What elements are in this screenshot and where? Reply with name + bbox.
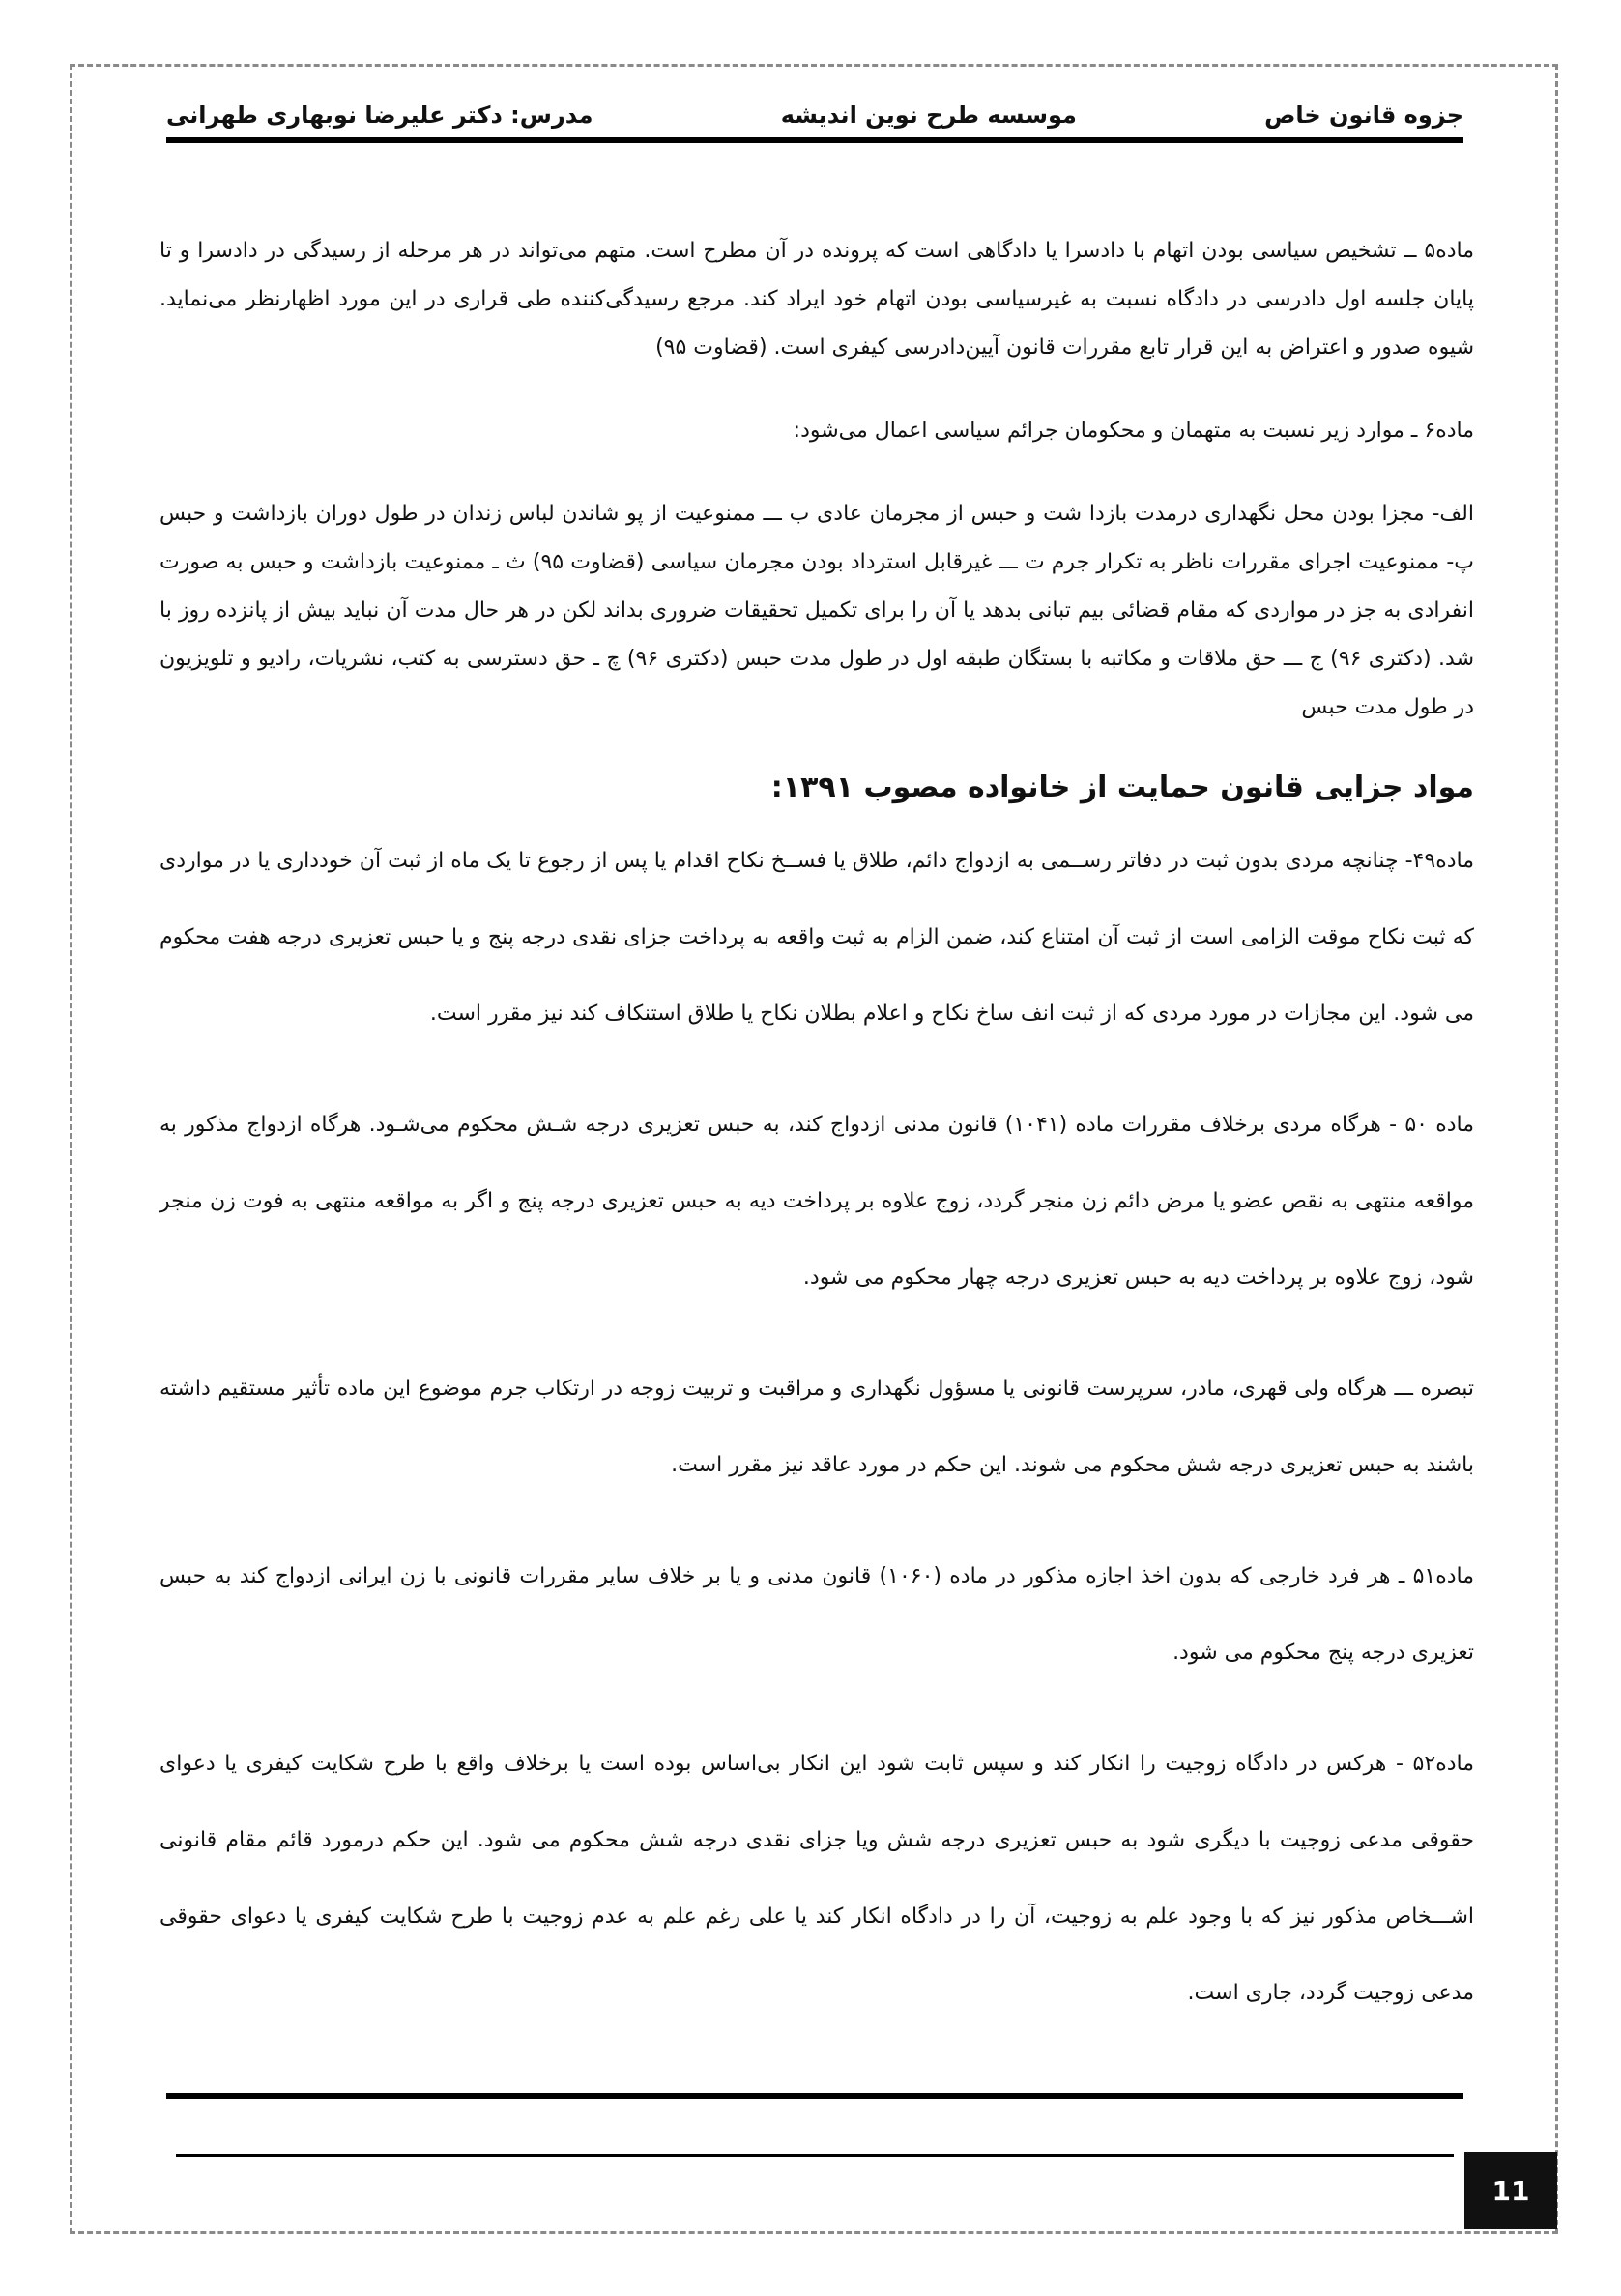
- article-49-paragraph: ماده۴۹- چنانچه مردی بدون ثبت در دفاتر رســمی به ازدواج دائم، طلاق یا فســخ نکاح اقدام یا پس از رجوع تا یک ماه از ثبت آن خودداری یا در مواردی که ثبت نکاح موقت الزامی است از ثبت آن امتناع کند، ضمن الزام به ثبت واقعه به پرداخت جزای نقدی درجه پنج و یا حبس تعزیری درجه هفت محکوم می شود. این مجازات در مورد مردی که از ثبت انف ساخ نکاح و اعلام بطلان نکاح یا طلاق استنکاف کند نیز مقرر است.: [159, 849, 1474, 1026]
- article-5-paragraph: ماده۵ ــ تشخیص سیاسی بودن اتهام با دادسرا یا دادگاهی است که پرونده در آن مطرح است. متهم می‌تواند در هر مرحله از رسیدگی در دادسرا و تا پایان جلسه اول دادرسی در دادگاه نسبت به غیرسیاسی بودن اتهام خود ایراد کند. مرجع رسیدگی‌کننده طی قراری در این مورد اظهارنظر می‌نماید. شیوه صدور و اعتراض به این قرار تابع مقررات قانون آیین‌دادرسی کیفری است. (قضاوت ۹۵): [159, 239, 1474, 360]
- section-heading: مواد جزایی قانون حمایت از خانواده مصوب ۱۳۹۱:: [770, 770, 1474, 804]
- footer-divider: [166, 2093, 1463, 2099]
- article-6-items-paragraph: الف- مجزا بودن محل نگهداری درمدت بازدا شت و حبس از مجرمان عادی ب ـــ ممنوعیت از پو شاندن لباس زندان در طول دوران بازداشت و حبس پ- ممنوعیت اجرای مقررات ناظر به تکرار جرم ت ـــ غیرقابل استرداد بودن مجرمان سیاسی (قضاوت ۹۵) ث ـ ممنوعیت بازداشت و حبس به صورت انفرادی به جز در مواردی که مقام قضائی بیم تبانی بدهد یا آن را برای تکمیل تحقیقات ضروری بداند لکن در هر حال مدت آن نباید بیش از پانزده روز با شد. (دکتری ۹۶) ج ـــ حق ملاقات و مکاتبه با بستگان طبقه اول در طول مدت حبس (دکتری ۹۶) چ ـ حق دسترسی به کتب، نشریات، رادیو و تلویزیون در طول مدت حبس: [159, 502, 1475, 719]
- document-body: [159, 227, 1474, 2066]
- article-52-paragraph: ماده۵۲ - هرکس در دادگاه زوجیت را انکار کند و سپس ثابت شود این انکار بی‌اساس بوده است یا برخلاف واقع با طرح شکایت کیفری یا دعوای حقوقی مدعی زوجیت با دیگری شود به حبس تعزیری درجه شش ویا جزای نقدی درجه شش محکوم می شود. این حکم درمورد قائم مقام قانونی اشـــخاص مذکور نیز که با وجود علم به زوجیت، آن را در دادگاه انکار کند یا علی رغم علم به عدم زوجیت با طرح شکایت کیفری یا دعوای حقوقی مدعی زوجیت گردد، جاری است.: [159, 1752, 1474, 2005]
- header-divider: [166, 137, 1463, 143]
- header-course-title: جزوه قانون خاص: [1264, 102, 1463, 129]
- article-50-paragraph: ماده ۵۰ - هرگاه مردی برخلاف مقررات ماده (۱۰۴۱) قانون مدنی ازدواج کند، به حبس تعزیری درجه شـش محکوم می‌شـود. هرگاه ازدواج مذکور به مواقعه منتهی به نقص عضو یا مرض دائم زن منجر گردد، زوج علاوه بر پرداخت دیه به حبس تعزیری درجه پنج و اگر به مواقعه منتهی به فوت زن منجر شود، زوج علاوه بر پرداخت دیه به حبس تعزیری درجه چهار محکوم می شود.: [159, 1113, 1475, 1290]
- note-paragraph: تبصره ـــ هرگاه ولی قهری، مادر، سرپرست قانونی یا مسؤول نگهداری و مراقبت و تربیت زوجه در ارتکاب جرم موضوع این ماده تأثیر مستقیم داشته باشند به حبس تعزیری درجه شش محکوم می شوند. این حکم در مورد عاقد نیز مقرر است.: [159, 1377, 1474, 1477]
- footer-line: [176, 2154, 1454, 2157]
- article-51-paragraph: ماده۵۱ ـ هر فرد خارجی که بدون اخذ اجازه مذکور در ماده (۱۰۶۰) قانون مدنی و یا بر خلاف سایر مقررات قانونی با زن ایرانی ازدواج کند به حبس تعزیری درجه پنج محکوم می شود.: [159, 1564, 1475, 1665]
- page-header: [166, 93, 1463, 137]
- header-institute-name: موسسه طرح نوین اندیشه: [780, 102, 1077, 129]
- article-6-paragraph: ماده۶ ـ موارد زیر نسبت به متهمان و محکومان جرائم سیاسی اعمال می‌شود:: [793, 419, 1474, 443]
- page-number-box: 11: [1464, 2152, 1557, 2229]
- header-instructor-name: مدرس: دکتر علیرضا نوبهاری طهرانی: [166, 102, 593, 129]
